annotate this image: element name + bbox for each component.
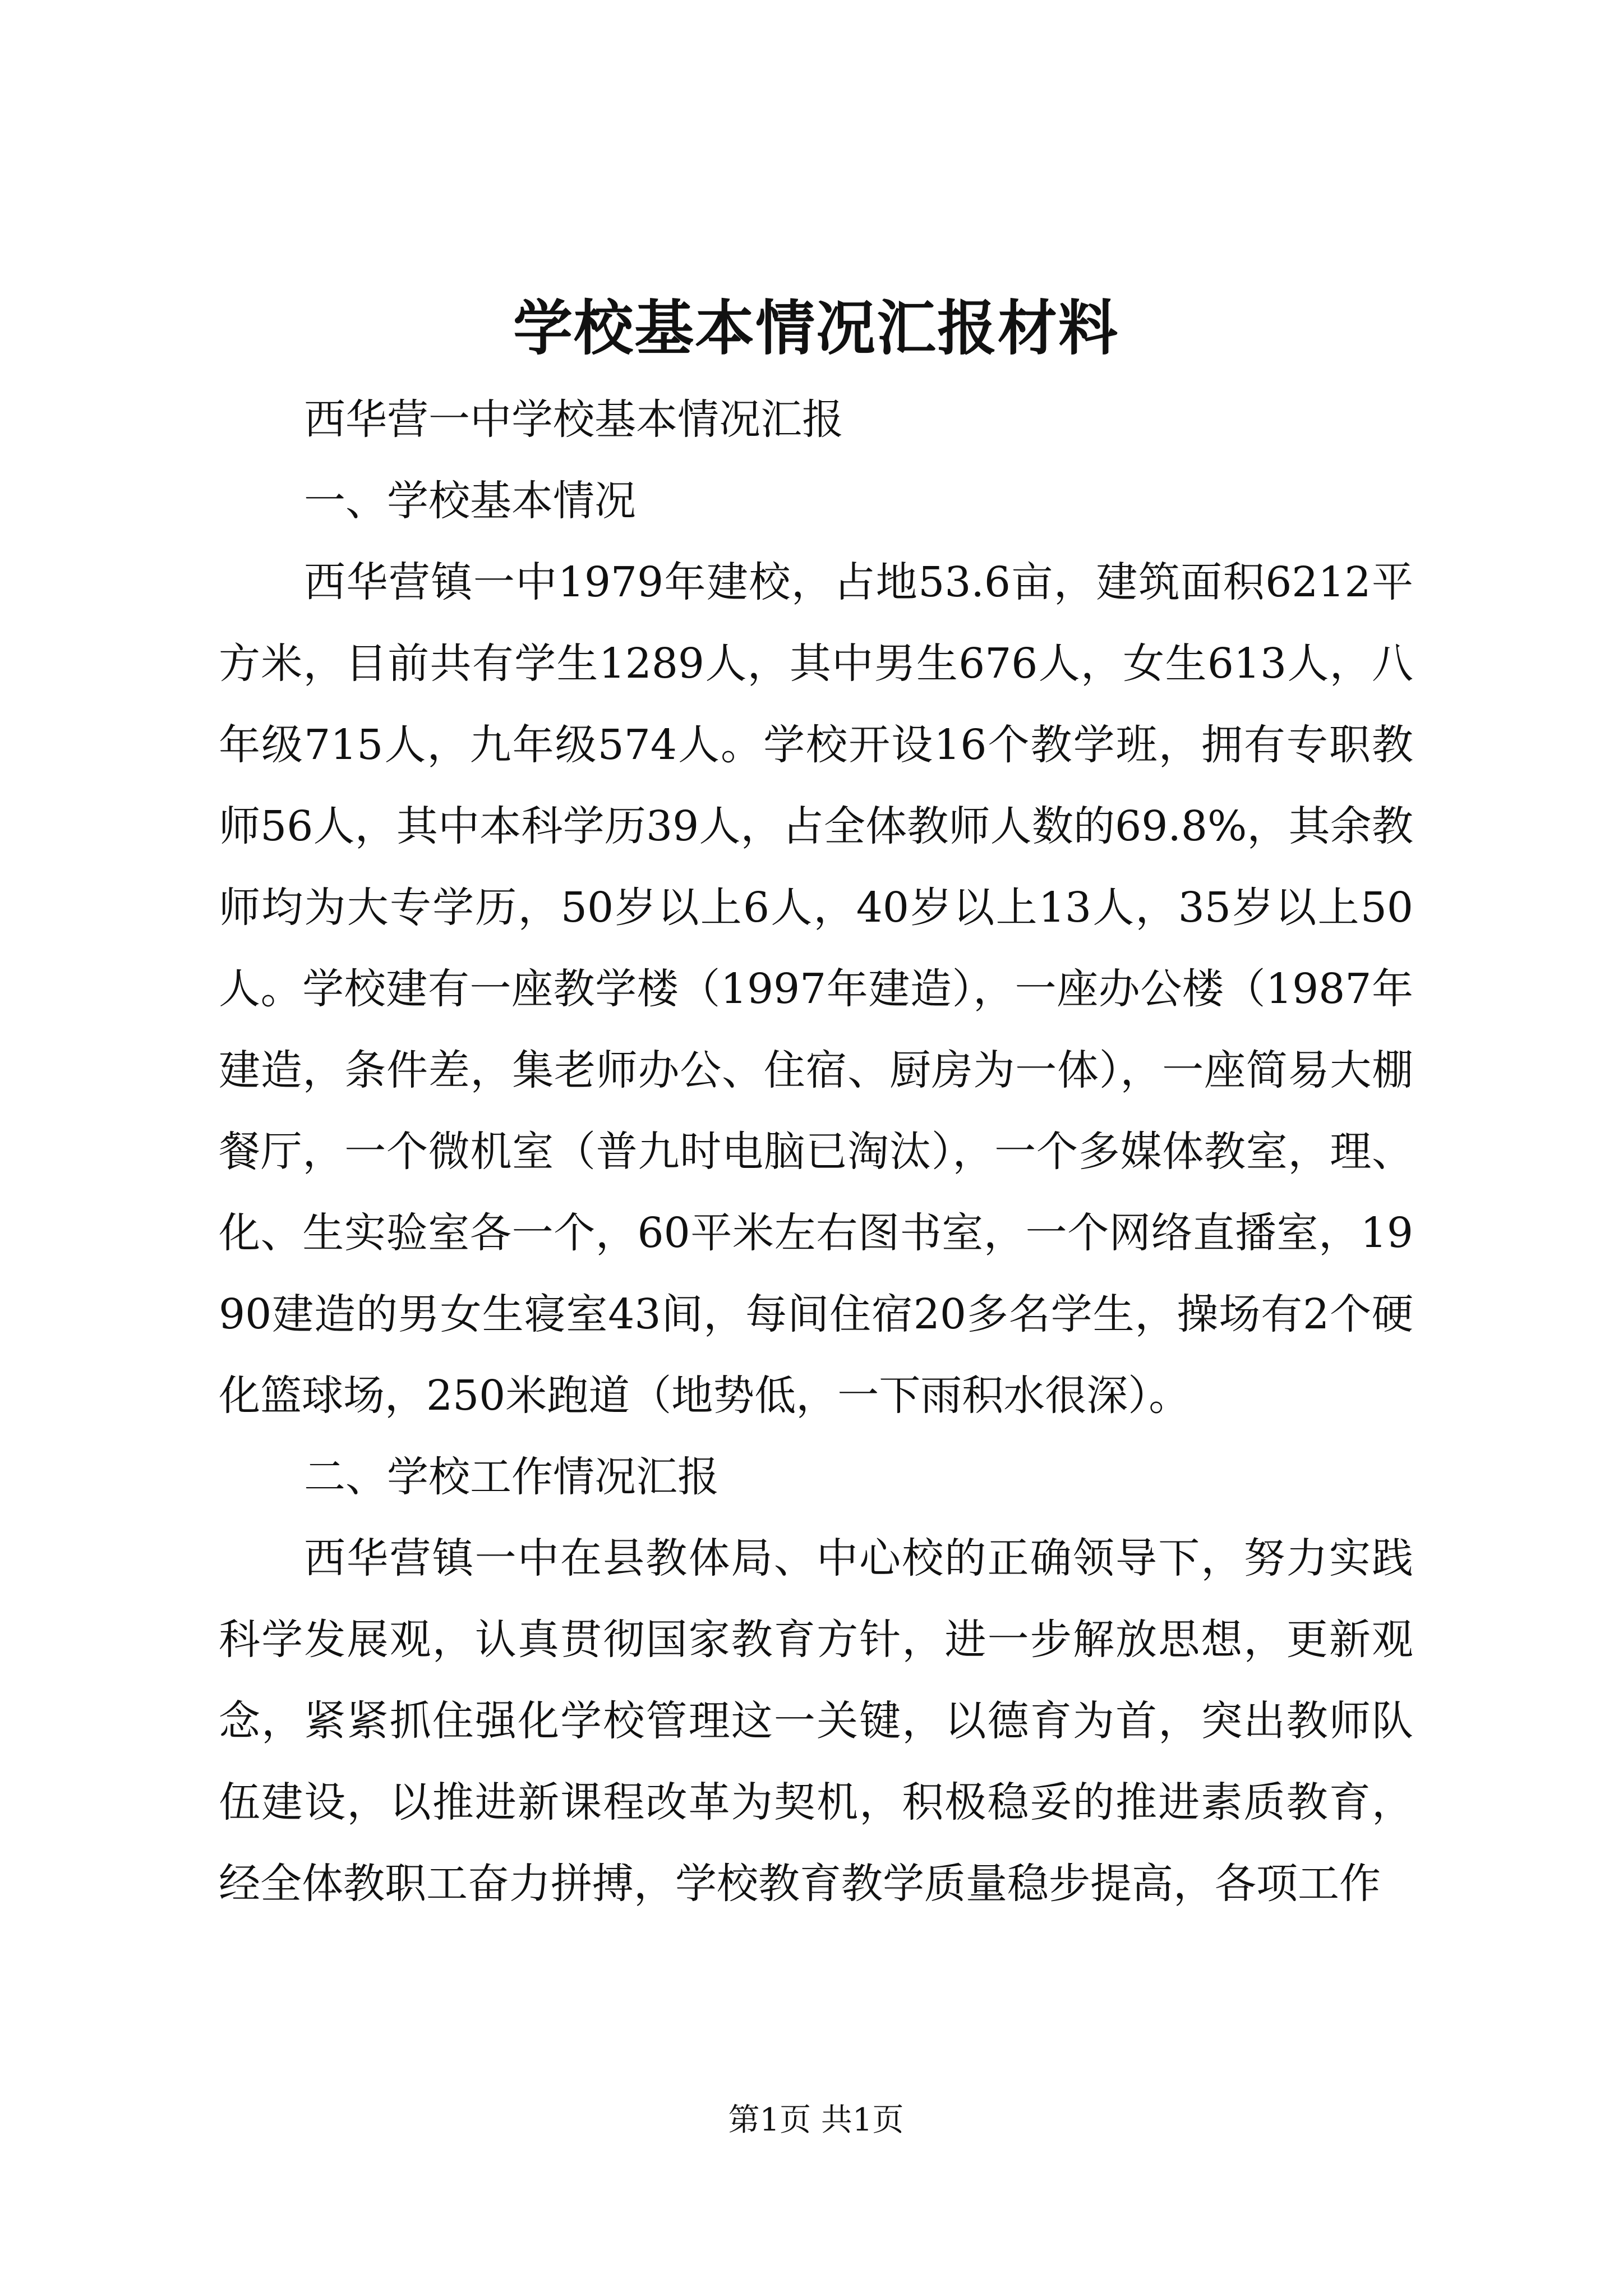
section-heading-subtitle: 西华营一中学校基本情况汇报 [304,395,843,444]
paragraph-basic-info: 西华营镇一中1979年建校，占地53.6亩，建筑面积6212平方米，目前共有学生1289人，其中男生676人，女生613人，八年级715人，九年级574人。学校开设16个教学班，拥有专职教师56人，其中本科学历39人，占全体教师人数的69.8%，其余教师均为大专学历，50岁以上6人，40岁以上13人，35岁以上50人。学校建有一座教学楼（1997年建造），一座办公楼（1987年建造，条件差，集老师办公、住宿、厨房为一体），一座简易大棚餐厅，一个微机室（普九时电脑已淘汰），一个多媒体教室，理、化、生实验室各一个，60平米左右图书室，一个网络直播室，1990建造的男女生寝室43间，每间住宿20多名学生，操场有2个硬化篮球场，250米跑道（地势低，一下雨积水很深）。 [219,558,1413,1420]
section-heading-basic-info: 一、学校基本情况 [304,477,636,525]
paragraph-work-report: 西华营镇一中在县教体局、中心校的正确领导下，努力实践科学发展观，认真贯彻国家教育方针，进一步解放思想，更新观念，紧紧抓住强化学校管理这一关键，以德育为首，突出教师队伍建设，以推进新课程改革为契机，积极稳妥的推进素质教育，经全体教职工奋力拼搏，学校教育教学质量稳步提高，各项工作 [219,1534,1413,1908]
document-page [219,0,1413,2296]
section-heading-work-report: 二、学校工作情况汇报 [304,1453,719,1501]
document-body [219,379,1413,1925]
document-title: 学校基本情况汇报材料 [513,293,1119,363]
page-footer: 第1页 共1页 [728,2102,904,2138]
